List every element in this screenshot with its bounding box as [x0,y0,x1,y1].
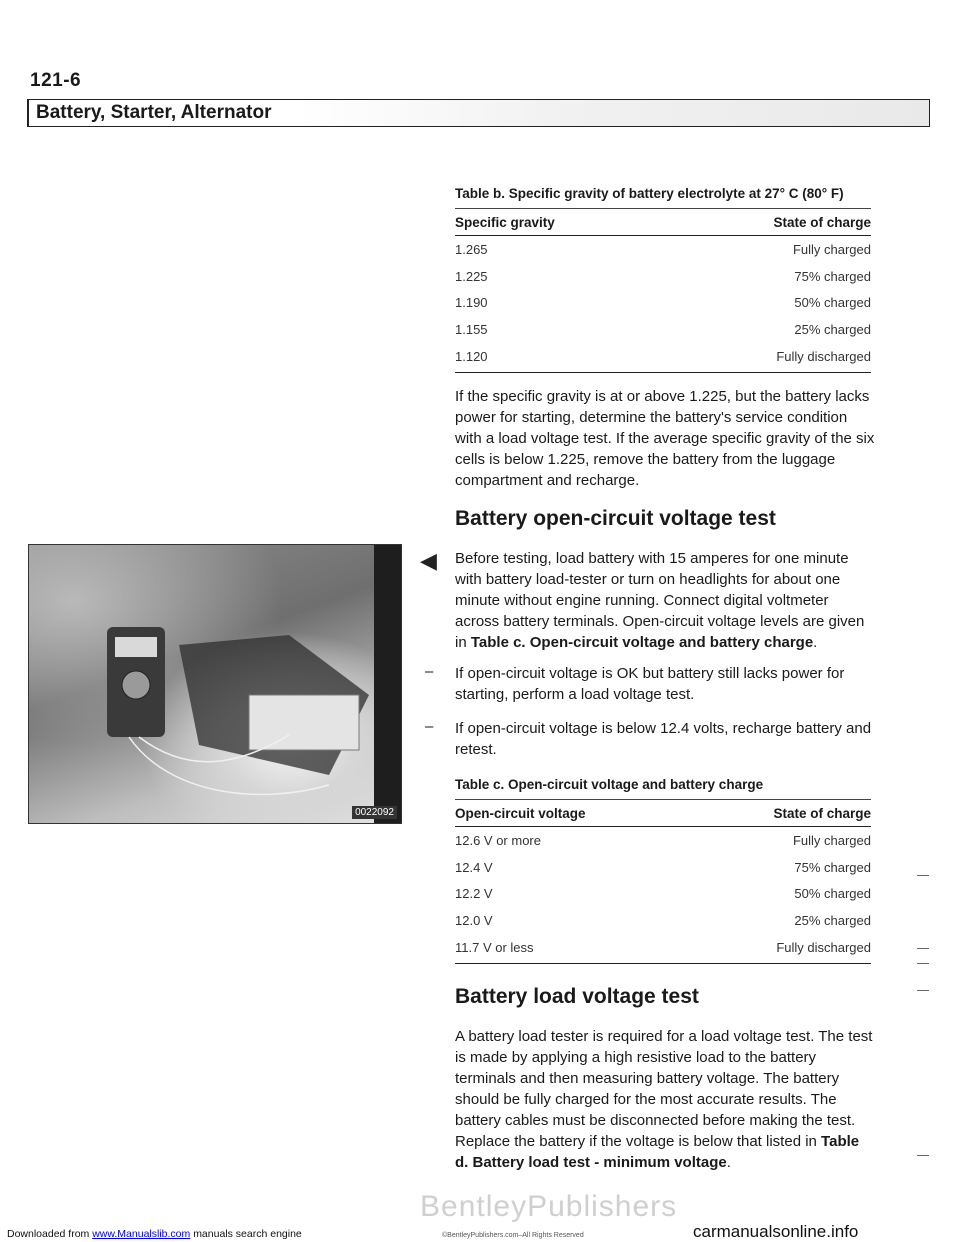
table-open-circuit-voltage [455,777,871,964]
manualslib-link[interactable]: www.Manualslib.com [92,1228,191,1240]
footer-copyright: ©BentleyPublishers.com–All Rights Reserved [442,1232,584,1239]
cell-state: 50% charged [794,295,871,311]
dash-marker: – [425,663,434,680]
instruction-text: Before testing, load battery with 15 amperes for one minute with battery load-tester or turn on headlights for about one minute without engine running. Connect digital voltmeter across battery terminals. Open-circuit voltage levels are given in [455,550,865,651]
cell-value: 12.4 V [455,859,493,875]
page-number: 121-6 [30,70,82,91]
table-bottom-rule [455,963,871,964]
load-test-text: A battery load tester is required for a load voltage test. The test is made by applying a high resistive load to the battery terminals and then measuring battery voltage. The battery should be fully charged for the most accurate results. The battery cables must be disconnected before making the test. Replace the battery if the voltage is below that listed in [455,1028,873,1150]
photo-id: 0022092 [352,806,397,819]
table-row [455,236,871,263]
table-header-row [455,799,871,827]
margin-mark [917,1155,929,1156]
cell-value: 1.225 [455,268,488,284]
heading-open-circuit-test: Battery open-circuit voltage test [455,507,776,530]
left-arrow-icon: ◀ [420,548,437,573]
section-header-bar [27,99,930,127]
column-header-state-of-charge: State of charge [773,214,871,230]
multimeter-display [115,637,157,657]
cell-state: Fully discharged [776,349,871,365]
table-row [455,290,871,317]
paragraph-load-voltage [455,1026,875,1173]
table-row [455,316,871,343]
watermark-logo: BentleyPublishers [420,1190,678,1223]
cell-state: Fully discharged [776,940,871,956]
cell-state: 25% charged [794,322,871,338]
table-row [455,827,871,854]
column-header-open-circuit-voltage: Open-circuit voltage [455,805,586,821]
table-caption: Table c. Open-circuit voltage and battery charge [455,777,764,792]
table-row [455,263,871,290]
cell-state: 75% charged [794,859,871,875]
footer-downloaded [7,1228,302,1240]
cell-value: 1.155 [455,322,488,338]
table-reference: Table c. Open-circuit voltage and battery charge [470,634,814,651]
cell-value: 1.265 [455,241,488,257]
table-bottom-rule [455,372,871,373]
heading-load-voltage-test: Battery load voltage test [455,985,699,1008]
table-reference: Table d. Battery load test - minimum voltage [455,1133,860,1171]
column-header-state-of-charge: State of charge [773,805,871,821]
instruction-open-circuit [455,548,875,653]
table-row [455,934,871,961]
column-header-specific-gravity: Specific gravity [455,214,555,230]
cell-state: Fully charged [792,832,871,848]
cell-value: 12.6 V or more [455,832,541,848]
margin-mark [917,963,929,964]
cell-value: 12.0 V [455,913,493,929]
margin-mark [917,990,929,991]
table-row [455,881,871,908]
multimeter-dial [122,671,150,699]
margin-mark [917,875,929,876]
footer-suffix: manuals search engine [193,1228,302,1240]
cell-value: 11.7 V or less [455,940,534,956]
dash-item-1: If open-circuit voltage is OK but battery still lacks power for starting, perform a load voltage test. [455,665,845,703]
table-specific-gravity [455,186,871,373]
dash-item-2: If open-circuit voltage is below 12.4 volts, recharge battery and retest. [455,720,872,758]
footer-downloaded-text: Downloaded from [7,1228,90,1240]
load-test-end: . [726,1154,731,1171]
cell-state: 25% charged [794,913,871,929]
section-title: Battery, Starter, Alternator [36,102,272,123]
paragraph-specific-gravity: If the specific gravity is at or above 1.225, but the battery lacks power for starting, determine the battery's service condition with a load voltage test. If the average specific gravity of the six cells is below 1.225, remove the battery from the luggage compartment and recharge. [455,388,875,489]
cell-state: Fully charged [792,241,871,257]
table-row [455,854,871,881]
multimeter-photo [28,544,402,824]
cell-value: 12.2 V [455,886,493,902]
battery-label [249,695,359,750]
cell-state: 50% charged [794,886,871,902]
photo-illustration [29,545,401,823]
dash-marker: – [425,718,434,735]
cell-value: 1.190 [455,295,488,311]
trunk-edge [374,545,401,823]
cell-value: 1.120 [455,349,488,365]
table-header-row [455,208,871,236]
footer-site: carmanualsonline.info [693,1222,859,1241]
table-caption: Table b. Specific gravity of battery electrolyte at 27° C (80° F) [455,186,844,201]
margin-mark [917,948,929,949]
table-row [455,343,871,370]
table-row [455,907,871,934]
instruction-end: . [813,634,818,651]
cell-state: 75% charged [794,268,871,284]
